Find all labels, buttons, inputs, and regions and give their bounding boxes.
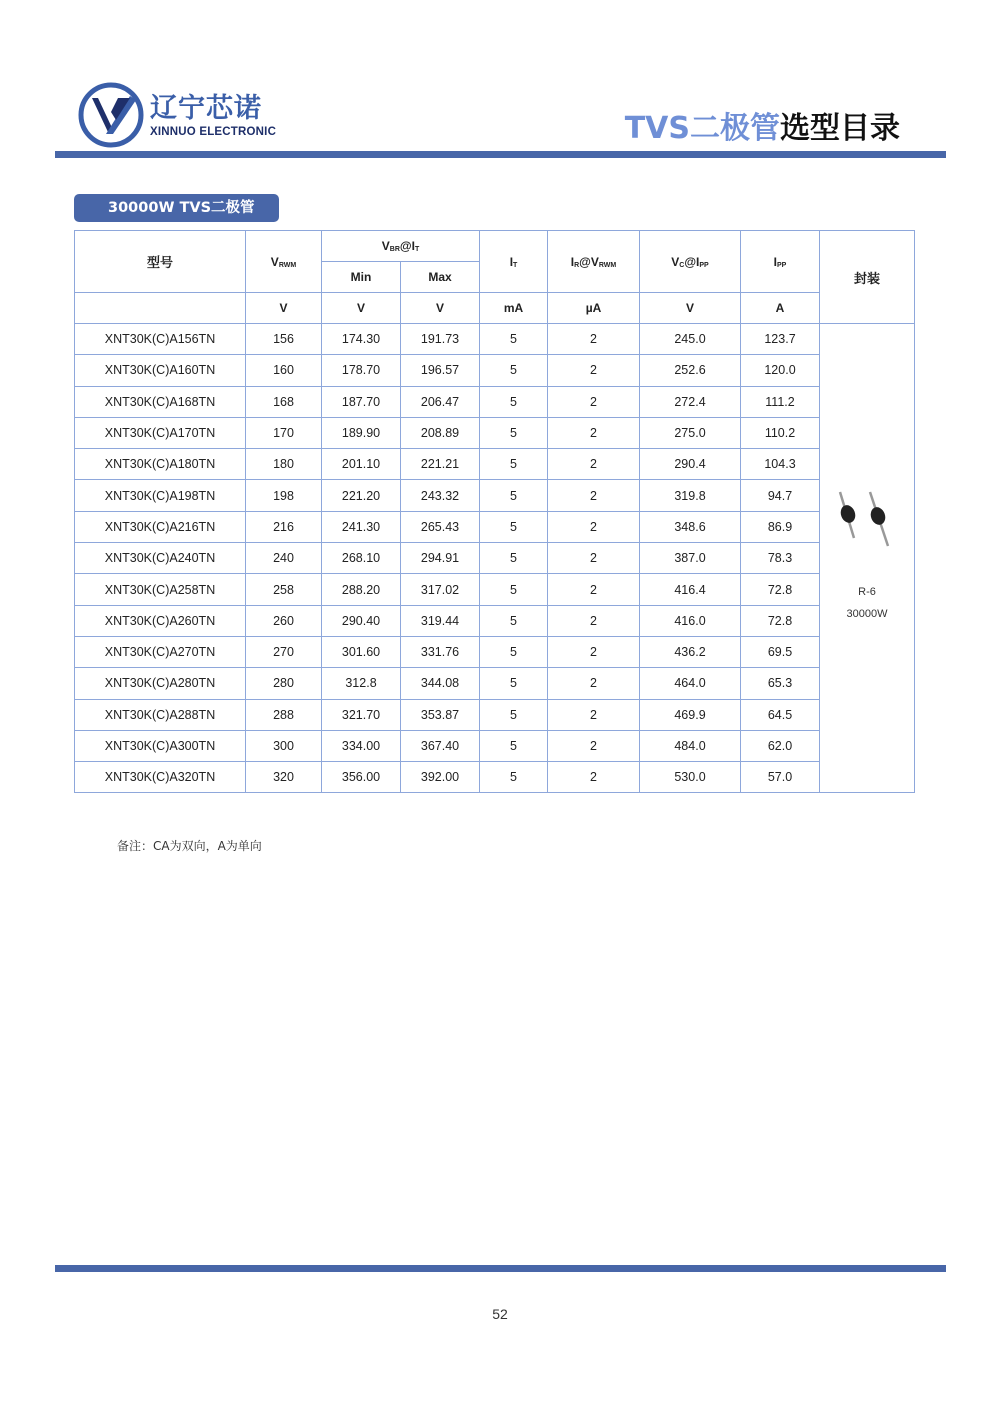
table-cell: 321.70 [322,699,401,730]
header-vc: $V_C@I_{PP}$ [640,231,741,293]
table-cell: 5 [480,417,548,448]
table-cell: 290.40 [322,605,401,636]
table-cell: 2 [548,730,640,761]
table-cell: 201.10 [322,449,401,480]
header-package: 封装 [820,231,915,324]
part-number-cell: XNT30K(C)A198TN [75,480,246,511]
table-cell: 5 [480,543,548,574]
table-cell: 5 [480,386,548,417]
unit-cell: V [246,293,322,324]
table-cell: 288.20 [322,574,401,605]
table-cell: 301.60 [322,636,401,667]
table-cell: 416.4 [640,574,741,605]
unit-cell: mA [480,293,548,324]
unit-cell: A [741,293,820,324]
table-row [75,511,915,542]
table-cell: 5 [480,449,548,480]
table-cell: 57.0 [741,762,820,793]
table-cell: 2 [548,324,640,355]
table-cell: 319.8 [640,480,741,511]
table-cell: 331.76 [401,636,480,667]
table-cell: 353.87 [401,699,480,730]
table-cell: 2 [548,699,640,730]
table-cell: 270 [246,636,322,667]
table-cell: 320 [246,762,322,793]
header-model: 型号 [75,231,246,293]
table-cell: 5 [480,324,548,355]
table-cell: 187.70 [322,386,401,417]
table-cell: 104.3 [741,449,820,480]
part-number-cell: XNT30K(C)A320TN [75,762,246,793]
catalog-title-part1: TVS二极管 [624,111,780,146]
table-cell: 265.43 [401,511,480,542]
table-cell: 198 [246,480,322,511]
table-cell: 62.0 [741,730,820,761]
table-cell: 221.21 [401,449,480,480]
unit-cell: V [640,293,741,324]
header-it: $I_T$ [480,231,548,293]
table-cell: 65.3 [741,668,820,699]
table-row [75,668,915,699]
table-cell: 243.32 [401,480,480,511]
table-cell: 5 [480,668,548,699]
section-title: 30000W TVS二极管 [74,194,279,222]
table-cell: 5 [480,480,548,511]
table-cell: 272.4 [640,386,741,417]
table-cell: 123.7 [741,324,820,355]
table-cell: 484.0 [640,730,741,761]
table-cell: 189.90 [322,417,401,448]
part-number-cell: XNT30K(C)A258TN [75,574,246,605]
table-cell: 111.2 [741,386,820,417]
table-cell: 170 [246,417,322,448]
logo-english-name: XINNUO ELECTRONIC [150,126,277,138]
table-cell: 367.40 [401,730,480,761]
table-cell: 2 [548,417,640,448]
part-number-cell: XNT30K(C)A168TN [75,386,246,417]
company-logo [78,82,278,150]
table-cell: 2 [548,511,640,542]
table-cell: 294.91 [401,543,480,574]
table-row [75,386,915,417]
table-row [75,762,915,793]
table-cell: 464.0 [640,668,741,699]
table-cell: 216 [246,511,322,542]
table-cell: 2 [548,605,640,636]
footnote: 备注：CA为双向，A为单向 [117,839,262,853]
table-cell: 168 [246,386,322,417]
table-cell: 260 [246,605,322,636]
table-cell: 2 [548,543,640,574]
part-number-cell: XNT30K(C)A270TN [75,636,246,667]
table-cell: 180 [246,449,322,480]
table-cell: 2 [548,574,640,605]
table-cell: 356.00 [322,762,401,793]
table-row [75,605,915,636]
table-cell: 206.47 [401,386,480,417]
table-cell: 120.0 [741,355,820,386]
table-cell: 258 [246,574,322,605]
table-row [75,543,915,574]
table-row [75,324,915,355]
table-row [75,355,915,386]
table-cell: 241.30 [322,511,401,542]
part-number-cell: XNT30K(C)A260TN [75,605,246,636]
table-cell: 2 [548,355,640,386]
table-cell: 252.6 [640,355,741,386]
part-number-cell: XNT30K(C)A180TN [75,449,246,480]
page-number: 52 [492,1306,508,1322]
part-number-cell: XNT30K(C)A156TN [75,324,246,355]
table-cell: 5 [480,511,548,542]
part-number-cell: XNT30K(C)A216TN [75,511,246,542]
table-cell: 319.44 [401,605,480,636]
table-cell: 72.8 [741,574,820,605]
table-cell: 240 [246,543,322,574]
table-cell: 416.0 [640,605,741,636]
table-cell: 5 [480,699,548,730]
table-cell: 280 [246,668,322,699]
table-cell: 178.70 [322,355,401,386]
unit-cell: V [401,293,480,324]
table-cell: 221.20 [322,480,401,511]
table-cell: 208.89 [401,417,480,448]
header-min: Min [322,262,401,293]
units-row [75,293,915,324]
table-cell: 2 [548,762,640,793]
table-cell: 160 [246,355,322,386]
table-cell: 312.8 [322,668,401,699]
table-cell: 344.08 [401,668,480,699]
table-cell: 348.6 [640,511,741,542]
table-row [75,636,915,667]
table-cell: 2 [548,480,640,511]
table-cell: 5 [480,355,548,386]
table-cell: 2 [548,668,640,699]
table-cell: 387.0 [640,543,741,574]
table-cell: 530.0 [640,762,741,793]
table-cell: 2 [548,449,640,480]
table-cell: 2 [548,386,640,417]
package-cell [820,324,915,793]
table-cell: 334.00 [322,730,401,761]
table-cell: 288 [246,699,322,730]
logo-chinese-name: 辽宁芯诺 [150,93,262,124]
table-cell: 174.30 [322,324,401,355]
part-number-cell: XNT30K(C)A240TN [75,543,246,574]
table-cell: 5 [480,762,548,793]
table-cell: 469.9 [640,699,741,730]
table-cell: 317.02 [401,574,480,605]
unit-model-blank [75,293,246,324]
table-row [75,417,915,448]
package-name: R-6 [858,586,876,599]
table-row [75,574,915,605]
table-cell: 436.2 [640,636,741,667]
table-cell: 5 [480,574,548,605]
table-cell: 72.8 [741,605,820,636]
table-cell: 78.3 [741,543,820,574]
table-row [75,699,915,730]
table-cell: 156 [246,324,322,355]
table-row [75,449,915,480]
part-number-cell: XNT30K(C)A300TN [75,730,246,761]
header-ir: $I_R@V_{RWM}$ [548,231,640,293]
spec-table-body [75,324,915,793]
xinnuo-logo-icon [78,82,144,148]
catalog-title [625,103,900,147]
table-cell: 300 [246,730,322,761]
header-ipp: $I_{PP}$ [741,231,820,293]
part-number-cell: XNT30K(C)A160TN [75,355,246,386]
package-power: 30000W [846,608,888,621]
table-cell: 275.0 [640,417,741,448]
table-row [75,730,915,761]
table-cell: 290.4 [640,449,741,480]
part-number-cell: XNT30K(C)A280TN [75,668,246,699]
table-cell: 64.5 [741,699,820,730]
header-max: Max [401,262,480,293]
header-divider [55,151,946,158]
table-cell: 5 [480,730,548,761]
table-cell: 5 [480,636,548,667]
table-cell: 392.00 [401,762,480,793]
table-cell: 196.57 [401,355,480,386]
table-cell: 94.7 [741,480,820,511]
table-cell: 2 [548,636,640,667]
catalog-title-part2: 选型目录 [780,111,900,146]
part-number-cell: XNT30K(C)A170TN [75,417,246,448]
table-cell: 86.9 [741,511,820,542]
part-number-cell: XNT30K(C)A288TN [75,699,246,730]
header-vrwm: $V_{RWM}$ [246,231,322,293]
table-cell: 69.5 [741,636,820,667]
table-cell: 245.0 [640,324,741,355]
unit-cell: µA [548,293,640,324]
header-vbr: $V_{BR}@I_T$ [322,231,480,262]
table-cell: 191.73 [401,324,480,355]
table-row [75,480,915,511]
unit-cell: V [322,293,401,324]
table-cell: 268.10 [322,543,401,574]
axial-diode-icon [832,486,902,556]
table-cell: 110.2 [741,417,820,448]
footer-divider [55,1265,946,1272]
spec-table [74,230,915,793]
table-cell: 5 [480,605,548,636]
